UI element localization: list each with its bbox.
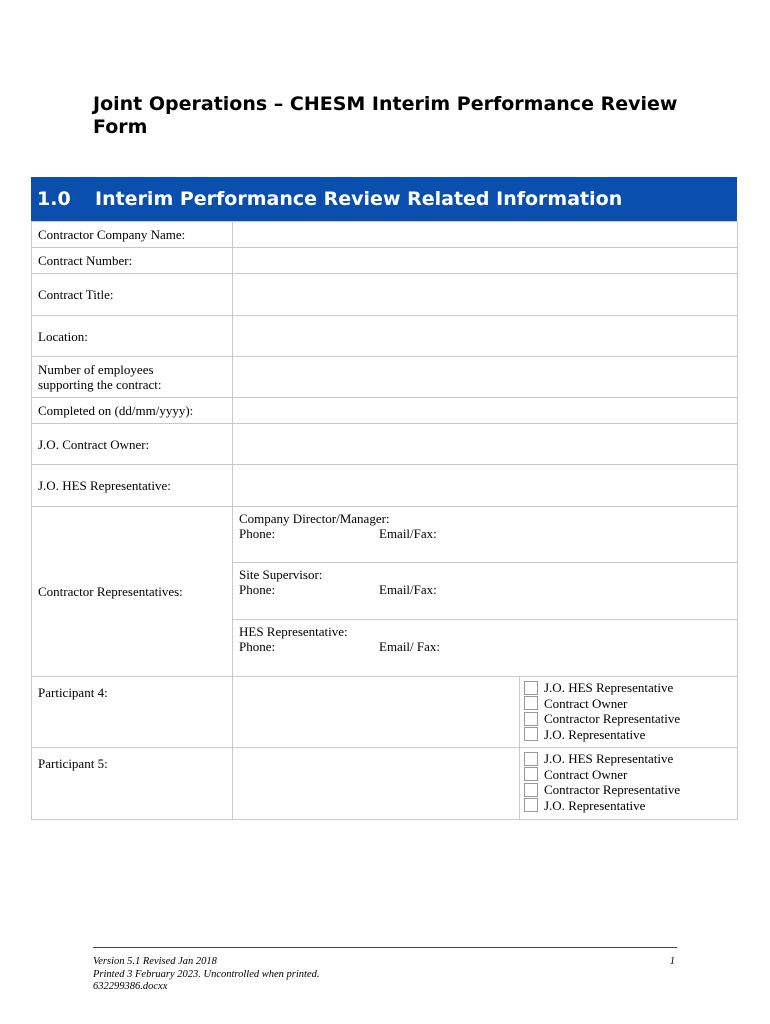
checkbox[interactable] <box>524 727 538 741</box>
section-header <box>31 177 737 221</box>
page-footer <box>93 947 677 994</box>
table-row <box>32 222 738 248</box>
role-option[interactable] <box>524 798 733 814</box>
role-option[interactable] <box>524 680 733 696</box>
contractor-reps-label: Contractor Representatives: <box>32 507 233 677</box>
info-table <box>31 221 738 820</box>
role-option-label: J.O. HES Representative <box>544 680 674 696</box>
location-field[interactable] <box>233 316 738 357</box>
review-form <box>31 177 737 820</box>
checkbox[interactable] <box>524 681 538 695</box>
footer-filename: 632299386.docxx <box>93 981 168 992</box>
jo-contract-owner-field[interactable] <box>233 424 738 465</box>
rep-email-label: Email/Fax: <box>379 582 437 597</box>
jo-contract-owner-label: J.O. Contract Owner: <box>32 424 233 465</box>
checkbox[interactable] <box>524 783 538 797</box>
table-row <box>32 357 738 398</box>
rep-phone-label: Phone: <box>239 639 276 654</box>
contract-number-field[interactable] <box>233 248 738 274</box>
employees-label-line2: supporting the contract: <box>38 377 162 392</box>
table-row <box>32 248 738 274</box>
contract-title-label: Contract Title: <box>32 274 233 316</box>
rep-director-cell[interactable] <box>233 507 738 563</box>
table-row <box>32 507 738 563</box>
participant-5-label: Participant 5: <box>32 748 233 820</box>
role-option-label: Contractor Representative <box>544 782 681 798</box>
table-row <box>32 748 738 820</box>
contract-number-label: Contract Number: <box>32 248 233 274</box>
rep-hes-cell[interactable] <box>233 620 738 677</box>
role-option[interactable] <box>524 711 733 727</box>
table-row <box>32 398 738 424</box>
participant-4-label: Participant 4: <box>32 677 233 748</box>
role-option[interactable] <box>524 782 733 798</box>
rep-role: HES Representative: <box>239 624 348 639</box>
participant-5-options <box>520 748 738 820</box>
checkbox[interactable] <box>524 712 538 726</box>
section-number: 1.0 <box>37 188 71 210</box>
role-option[interactable] <box>524 696 733 712</box>
employees-label <box>32 357 233 398</box>
table-row <box>32 677 738 748</box>
role-option-label: J.O. HES Representative <box>544 751 674 767</box>
document-title: Joint Operations – CHESM Interim Performance Review Form <box>93 93 678 138</box>
rep-email-label: Email/ Fax: <box>379 639 441 654</box>
role-option-label: Contract Owner <box>544 695 628 711</box>
rep-role: Company Director/Manager: <box>239 511 390 526</box>
section-title: Interim Performance Review Related Information <box>95 188 623 210</box>
checkbox[interactable] <box>524 798 538 812</box>
role-option-label: J.O. Representative <box>544 797 646 813</box>
checkbox[interactable] <box>524 696 538 710</box>
table-row <box>32 316 738 357</box>
rep-phone-label: Phone: <box>239 526 276 541</box>
checkbox[interactable] <box>524 752 538 766</box>
company-name-label: Contractor Company Name: <box>32 222 233 248</box>
table-row <box>32 424 738 465</box>
completed-on-label: Completed on (dd/mm/yyyy): <box>32 398 233 424</box>
rep-role: Site Supervisor: <box>239 567 323 582</box>
employees-label-line1: Number of employees <box>38 362 154 377</box>
participant-4-options <box>520 677 738 748</box>
completed-on-field[interactable] <box>233 398 738 424</box>
role-option[interactable] <box>524 751 733 767</box>
table-row <box>32 274 738 316</box>
page-number: 1 <box>669 956 675 967</box>
participant-5-field[interactable] <box>233 748 520 820</box>
rep-phone-label: Phone: <box>239 582 276 597</box>
checkbox[interactable] <box>524 767 538 781</box>
rep-supervisor-cell[interactable] <box>233 563 738 620</box>
participant-4-field[interactable] <box>233 677 520 748</box>
contract-title-field[interactable] <box>233 274 738 316</box>
rep-email-label: Email/Fax: <box>379 526 437 541</box>
role-option-label: J.O. Representative <box>544 726 646 742</box>
location-label: Location: <box>32 316 233 357</box>
footer-version: Version 5.1 Revised Jan 2018 <box>93 956 217 967</box>
company-name-field[interactable] <box>233 222 738 248</box>
footer-printed: Printed 3 February 2023. Uncontrolled when printed. <box>93 968 320 980</box>
role-option-label: Contractor Representative <box>544 711 681 727</box>
table-row <box>32 465 738 507</box>
role-option-label: Contract Owner <box>544 766 628 782</box>
employees-field[interactable] <box>233 357 738 398</box>
jo-hes-rep-field[interactable] <box>233 465 738 507</box>
role-option[interactable] <box>524 767 733 783</box>
jo-hes-rep-label: J.O. HES Representative: <box>32 465 233 507</box>
role-option[interactable] <box>524 727 733 743</box>
